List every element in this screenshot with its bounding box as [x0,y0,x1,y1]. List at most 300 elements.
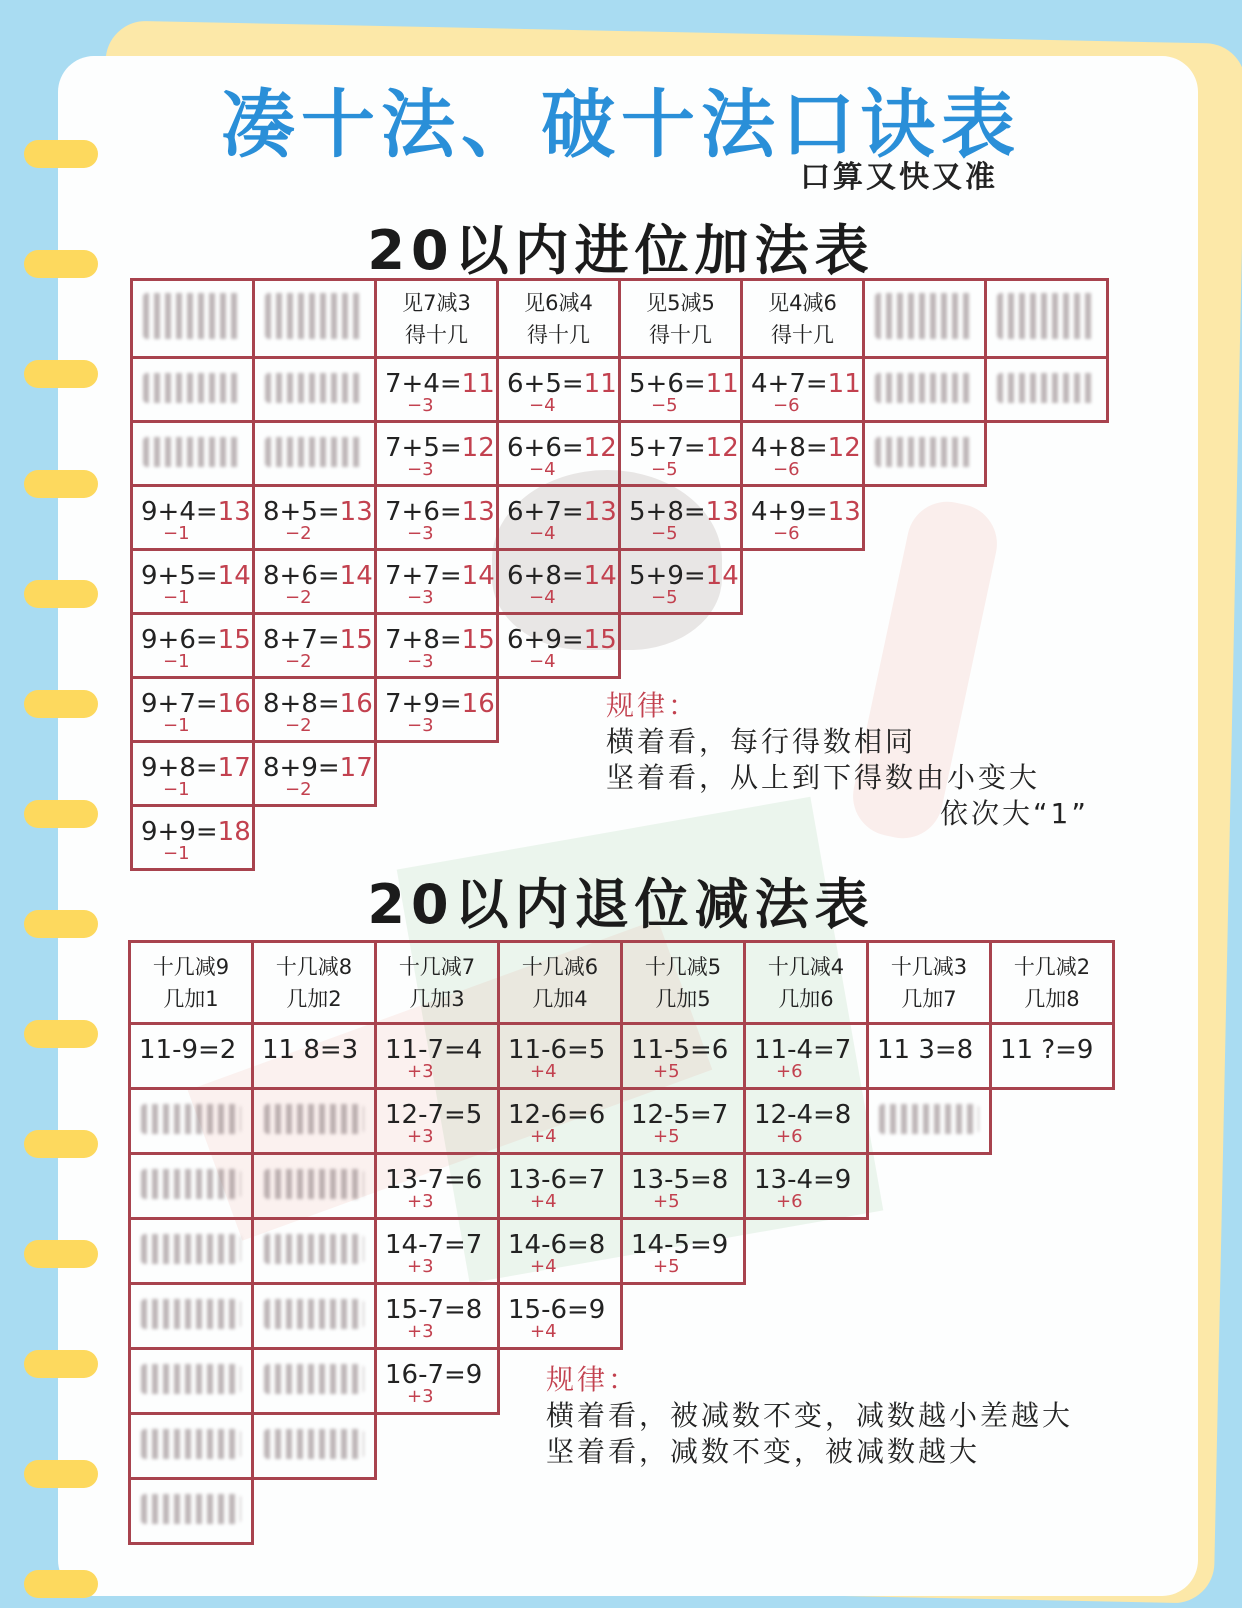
table-cell [130,484,255,551]
equation-left: 7+4= [385,369,462,399]
header-line-2: 得十几 [649,322,712,347]
table-cell [497,1022,623,1090]
table-cell [130,740,255,807]
table-header-cell [989,940,1115,1025]
binder-ring [24,1240,98,1268]
table-header-cell [130,278,255,359]
equation-result: 16 [217,689,251,719]
equation-result: 14 [461,561,495,591]
equation-left: 9+7= [141,689,218,719]
table-header-cell [618,278,743,359]
split-hint: +5 [653,1256,680,1277]
binder-ring [24,360,98,388]
equation-result: 13 [339,497,373,527]
table-cell [128,1282,254,1350]
table-cell [374,1217,500,1285]
split-hint: −4 [529,523,556,544]
equation-result: 11 [705,369,739,399]
blurred-cell-text [264,1429,364,1459]
split-hint: +4 [530,1256,557,1277]
equation-left: 5+7= [629,433,706,463]
table-cell [251,1087,377,1155]
table-cell [862,420,987,487]
header-line-1: 见5减5 [646,290,715,315]
blurred-cell-text [265,437,364,467]
equation-left: 11-6=5 [508,1035,606,1065]
equation [631,1165,728,1195]
equation-left: 6+9= [507,625,584,655]
split-hint: −5 [651,395,678,416]
table-cell [989,1022,1115,1090]
equation [629,561,739,591]
equation [508,1230,605,1260]
equation-left: 6+5= [507,369,584,399]
equation [508,1295,605,1325]
blurred-header-text [875,293,974,339]
equation [141,689,251,719]
blurred-header-text [265,293,364,339]
equation [631,1035,728,1065]
equation-left: 11 3=8 [877,1035,974,1065]
table-cell [497,1152,623,1220]
equation-result: 15 [461,625,495,655]
header-line-2: 几加4 [532,986,588,1011]
equation-left: 4+9= [751,497,828,527]
equation [141,817,251,847]
header-line-1: 十几减3 [890,954,968,979]
split-hint: −1 [163,651,190,672]
header-line-2: 几加2 [286,986,342,1011]
table-header-cell [620,940,746,1025]
equation-result: 12 [461,433,495,463]
table-cell [620,1217,746,1285]
equation-left: 4+8= [751,433,828,463]
equation-result: 12 [705,433,739,463]
table-cell [251,1282,377,1350]
table-cell [740,356,865,423]
addition-rule-line2: 坚着看，从上到下得数由小变大 [606,761,1041,794]
split-hint: −4 [529,651,556,672]
equation [385,1295,482,1325]
split-hint: +6 [776,1191,803,1212]
equation-left: 13-5=8 [631,1165,729,1195]
equation [385,369,495,399]
split-hint: −4 [529,395,556,416]
blurred-cell-text [141,1299,241,1329]
equation-left: 13-6=7 [508,1165,606,1195]
equation [508,1165,605,1195]
table-cell [620,1022,746,1090]
header-line-2: 得十几 [405,322,468,347]
split-hint: −2 [285,651,312,672]
split-hint: +3 [407,1256,434,1277]
equation [385,561,495,591]
split-hint: +5 [653,1191,680,1212]
equation-left: 6+8= [507,561,584,591]
addition-rule-head [606,684,699,724]
split-hint: +3 [407,1191,434,1212]
equation-result: 12 [827,433,861,463]
split-hint: +5 [653,1061,680,1082]
equation-left: 5+6= [629,369,706,399]
table-cell [618,356,743,423]
header-line-2: 几加5 [655,986,711,1011]
split-hint: +3 [407,1126,434,1147]
table-cell [374,1152,500,1220]
blurred-cell-text [141,1234,241,1264]
equation-left: 11-4=7 [754,1035,852,1065]
blurred-cell-text [141,1494,241,1524]
equation [385,1035,482,1065]
header-line-2: 得十几 [771,322,834,347]
table-cell [374,1022,500,1090]
table-cell [128,1022,254,1090]
blurred-cell-text [997,373,1096,403]
split-hint: +4 [530,1321,557,1342]
header-line-1: 十几减9 [152,954,230,979]
header-line-2: 几加7 [901,986,957,1011]
equation-result: 14 [339,561,373,591]
addition-section-title: 20以内进位加法表 [367,219,875,282]
table-cell [252,484,377,551]
table-cell [130,612,255,679]
equation [262,1035,358,1065]
table-cell [743,1152,869,1220]
blurred-cell-text [264,1364,364,1394]
equation [629,433,739,463]
table-cell [251,1152,377,1220]
blurred-cell-text [141,1364,241,1394]
table-cell [374,356,499,423]
table-cell [984,356,1109,423]
equation-left: 16-7=9 [385,1360,483,1390]
equation [754,1165,851,1195]
split-hint: +3 [407,1386,434,1407]
equation [751,433,861,463]
table-cell [374,484,499,551]
table-cell [496,612,621,679]
binder-ring [24,1130,98,1158]
binder-ring [24,1350,98,1378]
header-line-1: 十几减7 [398,954,476,979]
equation-result: 13 [827,497,861,527]
split-hint: −2 [285,587,312,608]
equation [631,1100,728,1130]
equation-left: 12-6=6 [508,1100,606,1130]
table-cell [743,1022,869,1090]
blurred-header-text [143,293,242,339]
equation [141,625,251,655]
table-cell [866,1022,992,1090]
binder-ring [24,690,98,718]
equation-left: 13-4=9 [754,1165,852,1195]
table-cell [496,356,621,423]
equation [508,1100,605,1130]
equation-left: 6+7= [507,497,584,527]
table-cell [862,356,987,423]
equation [507,497,617,527]
equation-result: 14 [705,561,739,591]
split-hint: −4 [529,587,556,608]
split-hint: −3 [407,459,434,480]
header-line-1: 十几减6 [521,954,599,979]
header-line-1: 见7减3 [402,290,471,315]
table-cell [252,740,377,807]
table-cell [251,1022,377,1090]
equation-left: 8+8= [263,689,340,719]
split-hint: −1 [163,843,190,864]
equation-result: 16 [339,689,373,719]
binder-ring [24,1460,98,1488]
table-header-cell [128,940,254,1025]
equation-left: 11 ?=9 [1000,1035,1094,1065]
table-header-cell [984,278,1109,359]
equation-left: 9+9= [141,817,218,847]
table-cell [618,420,743,487]
equation [385,1100,482,1130]
equation [141,497,251,527]
equation-left: 7+5= [385,433,462,463]
binder-ring [24,800,98,828]
table-cell [252,356,377,423]
table-cell [374,1347,500,1415]
table-cell [130,804,255,871]
split-hint: +3 [407,1061,434,1082]
table-cell [374,612,499,679]
split-hint: −1 [163,715,190,736]
equation-result: 13 [705,497,739,527]
table-header-cell [496,278,621,359]
table-cell [374,1282,500,1350]
header-line-2: 几加6 [778,986,834,1011]
equation-left: 13-7=6 [385,1165,483,1195]
equation-left: 11-7=4 [385,1035,483,1065]
equation-left: 11 8=3 [262,1035,359,1065]
addition-rule-label: 规律： [606,689,700,722]
table-header-cell [252,278,377,359]
table-cell [251,1347,377,1415]
table-cell [620,1152,746,1220]
equation [385,433,495,463]
split-hint: +4 [530,1061,557,1082]
split-hint: −6 [773,523,800,544]
equation [385,1360,482,1390]
table-cell [496,484,621,551]
binder-ring [24,580,98,608]
equation [385,497,495,527]
equation-left: 7+7= [385,561,462,591]
table-cell [130,676,255,743]
equation [751,369,861,399]
equation-result: 14 [217,561,251,591]
table-header-cell [497,940,623,1025]
table-cell [618,484,743,551]
equation-left: 8+7= [263,625,340,655]
header-line-1: 十几减4 [767,954,845,979]
table-cell [740,484,865,551]
addition-rule-line1: 横着看，每行得数相同 [606,725,917,758]
equation [263,753,373,783]
equation [629,369,739,399]
blurred-cell-text [875,437,974,467]
table-header-cell [743,940,869,1025]
equation-left: 12-4=8 [754,1100,852,1130]
header-line-1: 见6减4 [524,290,593,315]
table-cell [497,1087,623,1155]
page-title: 凑十法、破十法口诀表 [221,82,1021,168]
equation [263,497,373,527]
table-header-cell [374,940,500,1025]
table-cell [496,420,621,487]
equation [141,753,251,783]
split-hint: −5 [651,459,678,480]
split-hint: +4 [530,1126,557,1147]
equation-result: 11 [827,369,861,399]
header-line-2: 得十几 [527,322,590,347]
table-cell [743,1087,869,1155]
blurred-cell-text [143,437,242,467]
header-line-1: 十几减5 [644,954,722,979]
subtraction-rule-label: 规律： [546,1363,640,1396]
equation-left: 7+8= [385,625,462,655]
split-hint: −3 [407,651,434,672]
table-cell [496,548,621,615]
page-subtitle: 口算又快又准 [800,160,998,195]
equation-result: 15 [217,625,251,655]
equation-left: 15-6=9 [508,1295,606,1325]
split-hint: +6 [776,1126,803,1147]
table-cell [620,1087,746,1155]
equation-left: 6+6= [507,433,584,463]
split-hint: −3 [407,715,434,736]
blurred-cell-text [879,1104,979,1134]
split-hint: +3 [407,1321,434,1342]
equation-left: 9+6= [141,625,218,655]
equation [385,625,495,655]
table-cell [252,612,377,679]
split-hint: +6 [776,1061,803,1082]
table-cell [130,356,255,423]
blurred-cell-text [875,373,974,403]
split-hint: −5 [651,523,678,544]
equation-result: 17 [217,753,251,783]
equation-left: 14-6=8 [508,1230,606,1260]
split-hint: −3 [407,523,434,544]
equation-left: 12-7=5 [385,1100,483,1130]
equation-result: 13 [583,497,617,527]
header-line-1: 见4减6 [768,290,837,315]
table-header-cell [374,278,499,359]
equation-result: 15 [339,625,373,655]
table-header-cell [740,278,865,359]
split-hint: −3 [407,395,434,416]
equation-left: 7+6= [385,497,462,527]
table-cell [866,1087,992,1155]
split-hint: −3 [407,587,434,608]
equation-left: 9+5= [141,561,218,591]
split-hint: −4 [529,459,556,480]
blurred-cell-text [264,1234,364,1264]
equation [877,1035,973,1065]
equation [754,1035,851,1065]
equation [507,625,617,655]
blurred-cell-text [264,1299,364,1329]
equation [263,561,373,591]
equation [507,433,617,463]
table-cell [374,1087,500,1155]
blurred-cell-text [264,1169,364,1199]
table-cell [128,1412,254,1480]
subtraction-section-title: 20以内退位减法表 [367,873,875,936]
equation [507,561,617,591]
equation [631,1230,728,1260]
split-hint: −1 [163,587,190,608]
equation-result: 13 [461,497,495,527]
table-cell [130,420,255,487]
split-hint: −6 [773,459,800,480]
split-hint: +4 [530,1191,557,1212]
split-hint: +5 [653,1126,680,1147]
blurred-cell-text [141,1104,241,1134]
header-line-2: 几加8 [1024,986,1080,1011]
equation [754,1100,851,1130]
table-cell [130,548,255,615]
table-cell [374,676,499,743]
table-cell [618,548,743,615]
equation-result: 17 [339,753,373,783]
equation-left: 9+8= [141,753,218,783]
subtraction-rule-line1: 横着看，被减数不变，减数越小差越大 [546,1399,1074,1432]
table-cell [740,420,865,487]
table-cell [251,1412,377,1480]
table-header-cell [866,940,992,1025]
header-line-1: 十几减8 [275,954,353,979]
header-line-2: 几加3 [409,986,465,1011]
equation-left: 14-7=7 [385,1230,483,1260]
equation-left: 11-5=6 [631,1035,729,1065]
blurred-header-text [997,293,1096,339]
split-hint: −1 [163,523,190,544]
binder-ring [24,470,98,498]
equation-left: 12-5=7 [631,1100,729,1130]
table-cell [128,1477,254,1545]
equation-result: 16 [461,689,495,719]
subtraction-rule-line2: 坚着看，减数不变，被减数越大 [546,1435,981,1468]
equation-left: 5+8= [629,497,706,527]
equation-result: 11 [583,369,617,399]
equation-result: 14 [583,561,617,591]
blurred-cell-text [265,373,364,403]
table-header-cell [862,278,987,359]
equation [751,497,861,527]
table-cell [128,1217,254,1285]
table-cell [252,548,377,615]
addition-rule-line3: 依次大“1” [940,797,1089,830]
equation-left: 11-9=2 [139,1035,237,1065]
equation [629,497,739,527]
equation-left: 8+5= [263,497,340,527]
table-cell [374,548,499,615]
equation-result: 12 [583,433,617,463]
equation-left: 8+9= [263,753,340,783]
equation-left: 8+6= [263,561,340,591]
split-hint: −2 [285,715,312,736]
equation [139,1035,236,1065]
equation-left: 7+9= [385,689,462,719]
table-cell [251,1217,377,1285]
table-cell [128,1087,254,1155]
table-cell [252,420,377,487]
